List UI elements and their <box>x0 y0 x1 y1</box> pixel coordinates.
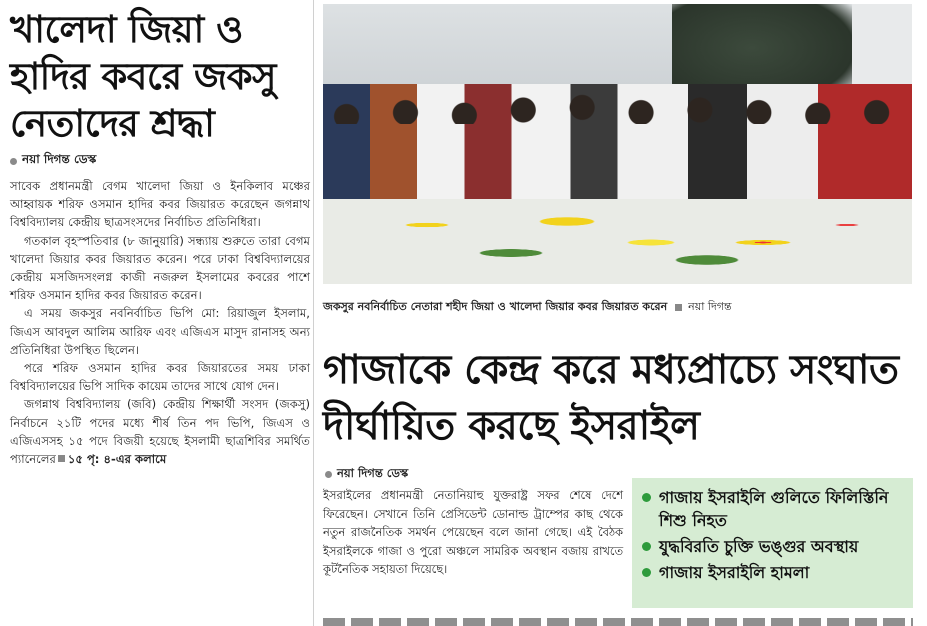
square-bullet-icon <box>675 304 682 311</box>
main-article-body: ইসরাইলের প্রধানমন্ত্রী নেতানিয়াহু যুক্তরাষ্ট্র সফর শেষে দেশে ফিরেছেন। সেখানে তিনি প্রেসিডেন্ট ডোনাল্ড ট্রাম্পের কাছ থেকে নতুন রাজনৈতিক সমর্থন পেয়েছেন বলে জানা গেছে। এই বৈঠক ইসরাইলকে গাজা ও পুরো অঞ্চলে সামরিক অবস্থান বজায় রাখতে কূটনৈতিক সহায়তা দিয়েছে। <box>323 488 623 577</box>
paragraph: পরে শরিফ ওসমান হাদির কবর জিয়ারতের সময় ঢাকা বিশ্ববিদ্যালয়ের ভিপি সাদিক কায়েম তাদের সাথে যোগ দেন। <box>10 361 310 394</box>
continued-on-link[interactable] <box>56 452 166 466</box>
main-article-headline <box>323 342 918 454</box>
byline-text: নয়া দিগন্ত ডেস্ক <box>337 466 409 480</box>
highlight-text: গাজায় ইসরাইলি হামলা <box>659 563 810 582</box>
news-photo <box>323 4 912 284</box>
left-article-headline: খালেদা জিয়া ও হাদির কবরে জকসু নেতাদের শ্রদ্ধা <box>10 8 276 145</box>
highlight-text: যুদ্ধবিরতি চুক্তি ভঙ্গুর অবস্থায় <box>659 537 859 556</box>
main-article-byline <box>325 465 408 484</box>
highlight-item <box>642 561 903 584</box>
photo-caption <box>323 298 913 317</box>
headline-line-1: গাজাকে কেন্দ্র করে মধ্যপ্রাচ্যে সংঘাত <box>323 347 899 393</box>
photo-credit: নয়া দিগন্ত <box>688 300 732 313</box>
left-article-body <box>10 177 310 468</box>
green-bullet-icon <box>642 542 651 551</box>
paragraph: সাবেক প্রধানমন্ত্রী বেগম খালেদা জিয়া ও ইনকিলাব মঞ্চের আহ্বায়ক শরিফ ওসমান হাদির কবর জিয়ারত করেছেন জগন্নাথ বিশ্ববিদ্যালয় কেন্দ্রীয় ছাত্রসংসদের নির্বাচিত প্রতিনিধিরা। <box>10 179 310 230</box>
caption-text: জকসুর নবনির্বাচিত নেতারা শহীদ জিয়া ও খালেদা জিয়ার কবর জিয়ারত করেন <box>323 300 668 313</box>
highlights-box <box>632 478 913 608</box>
paragraph: গতকাল বৃহস্পতিবার (৮ জানুয়ারি) সন্ধ্যায় শুরুতে তারা বেগম খালেদা জিয়ার কবর জিয়ারত করেন। পরে ঢাকা বিশ্ববিদ্যালয়ের কেন্দ্রীয় মসজিদসংলগ্ন কাজী নজরুল ইসলামের কবরের পাশে শরিফ ওসমান হাদির কবর জিয়ারত করেন। <box>10 233 310 303</box>
highlight-item <box>642 535 903 558</box>
byline-bullet-icon <box>10 158 17 165</box>
paragraph: এ সময় জকসুর নবনির্বাচিত ভিপি মো: রিয়াজুল ইসলাম, জিএস আবদুল আলিম আরিফ এবং এজিএস মাসুদ রানাসহ অন্য প্রতিনিধিরা উপস্থিত ছিলেন। <box>10 306 310 357</box>
left-article-byline <box>10 151 310 171</box>
square-bullet-icon <box>58 455 65 462</box>
highlight-item <box>642 486 903 532</box>
cut-off-next-headline <box>323 618 913 626</box>
green-bullet-icon <box>642 493 651 502</box>
photo-flowers <box>343 204 903 274</box>
left-article <box>10 6 310 468</box>
continued-on-text: ১৫ পৃ: ৪-এর কলামে <box>67 452 167 467</box>
byline-bullet-icon <box>325 471 332 478</box>
photo-crowd <box>323 84 912 214</box>
column-divider <box>313 0 314 626</box>
paragraph-with-jump <box>10 395 310 468</box>
headline-line-2: দীর্ঘায়িত করছে ইসরাইল <box>323 403 700 449</box>
byline-text: নয়া দিগন্ত ডেস্ক <box>22 152 97 166</box>
green-bullet-icon <box>642 568 651 577</box>
highlight-text: গাজায় ইসরাইলি গুলিতে ফিলিস্তিনি শিশু নিহত <box>659 488 889 530</box>
paragraph: জগন্নাথ বিশ্ববিদ্যালয় (জবি) কেন্দ্রীয় শিক্ষার্থী সংসদ (জকসু) নির্বাচনে ২১টি পদের মধ্যে শীর্ষ তিন পদ ভিপি, জিএস ও এজিএসসহ ১৫ পদে বিজয়ী হয়েছে ইসলামী ছাত্রশিবির সমর্থিত প্যানেলের <box>10 397 310 467</box>
